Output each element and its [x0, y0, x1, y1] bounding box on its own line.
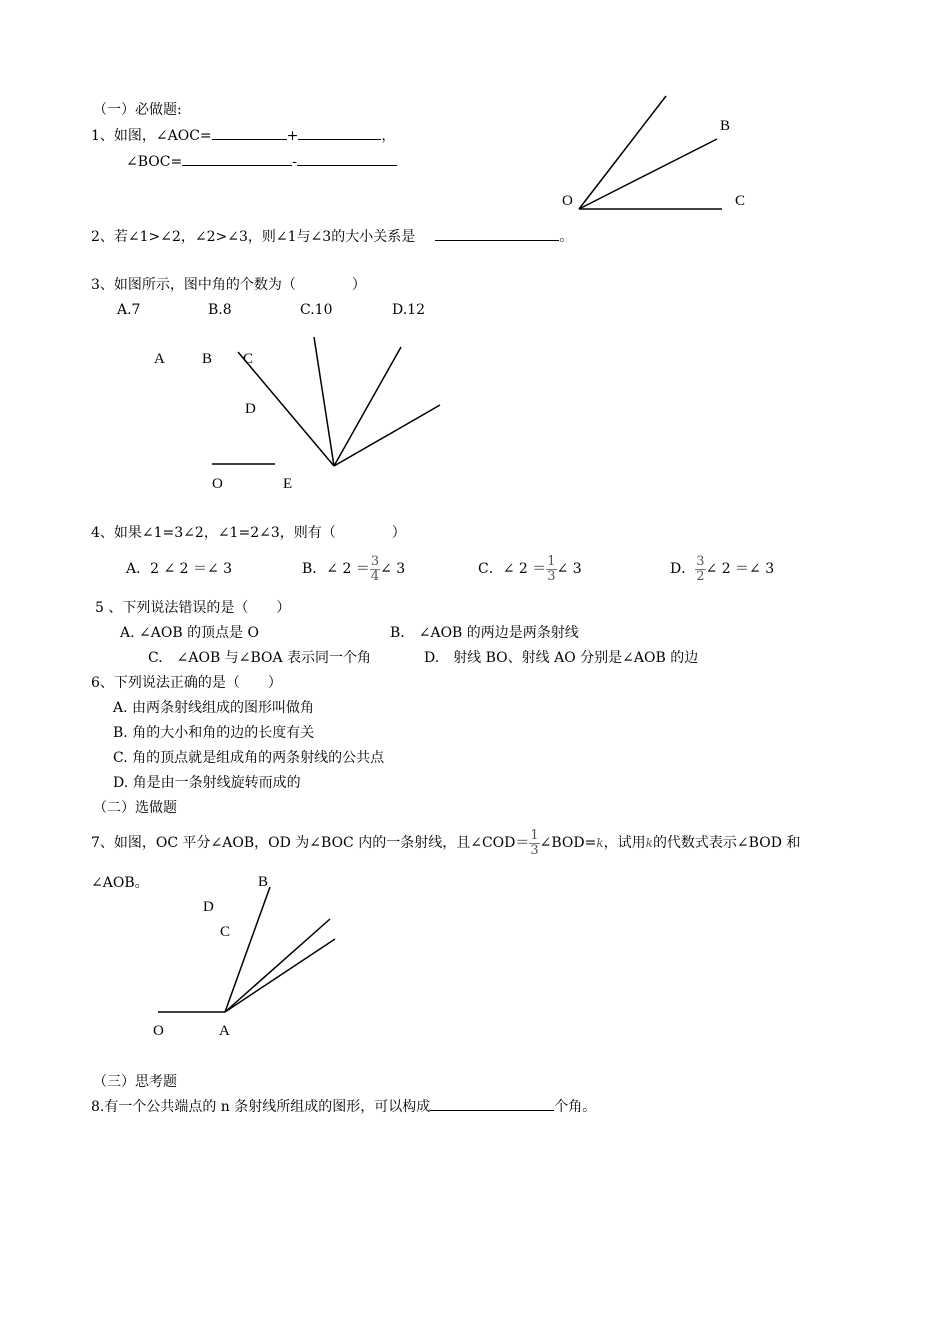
q7-label-b: B [258, 874, 269, 890]
q7-ray-b [225, 887, 270, 1012]
section-title-required: （一）必做题: [93, 102, 182, 118]
q4-option-a[interactable]: A．2 ∠ 2 ＝∠ 3 [126, 561, 233, 577]
q1-label-b: B [720, 118, 731, 134]
question-6: 6、下列说法正确的是（ ） [91, 675, 282, 691]
section-title-optional: （二）选做题 [93, 800, 177, 816]
q4-c-denominator: 3 [547, 568, 556, 584]
q1-plus: + [286, 128, 299, 144]
q6-option-c[interactable]: C. 角的顶点就是组成角的两条射线的公共点 [113, 750, 385, 766]
q3-option-c[interactable]: C.10 [300, 302, 333, 318]
q3-label-o: O [212, 476, 223, 492]
q1-comma: ， [381, 128, 396, 144]
question-4: 4、如果∠1=3∠2，∠1=2∠3，则有（ ） [91, 525, 406, 541]
q3-label-d: D [245, 401, 256, 417]
q1-label-o: O [562, 193, 573, 209]
question-8 [91, 1097, 596, 1116]
q6-option-a[interactable]: A. 由两条射线组成的图形叫做角 [113, 700, 315, 716]
q4-d-denominator: 2 [696, 568, 705, 584]
question-7-line-2: ∠AOB。 [91, 875, 149, 891]
q4-b-denominator: 4 [370, 568, 380, 584]
q3-option-a[interactable]: A.7 [117, 302, 141, 318]
q2-end: 。 [559, 229, 574, 245]
q1-minus: - [292, 154, 297, 170]
q7-suffix: 的代数式表示∠BOD 和 [652, 835, 801, 851]
q7-label-d: D [203, 899, 214, 915]
q7-numerator: 1 [530, 827, 539, 843]
q4-d-suffix: ∠ 2 ＝∠ 3 [705, 561, 775, 577]
q4-b-numerator: 3 [370, 553, 380, 569]
q3-option-b[interactable]: B.8 [208, 302, 232, 318]
q3-label-e: E [283, 476, 293, 492]
q4-d-prefix: D． [670, 561, 696, 577]
q4-d-numerator: 3 [696, 553, 705, 569]
q7-label-o: O [153, 1023, 164, 1039]
q6-option-b[interactable]: B. 角的大小和角的边的长度有关 [113, 725, 315, 741]
q7-denominator: 3 [530, 842, 539, 858]
q3-label-a: A [154, 351, 165, 367]
q7-label-a: A [219, 1023, 230, 1039]
q7-mid2: ，试用 [603, 835, 646, 851]
q1-label-c: C [735, 193, 746, 209]
question-3: 3、如图所示，图中角的个数为（ ） [91, 277, 366, 293]
q4-c-prefix: C．∠ 2 ＝ [478, 561, 547, 577]
q7-ray-c [225, 939, 335, 1012]
question-5: 5 、下列说法错误的是（ ） [95, 600, 291, 616]
q7-ray-d [225, 919, 330, 1012]
q8-end: 个角。 [554, 1099, 597, 1115]
q8-text: 8.有一个公共端点的 n 条射线所组成的图形，可以构成 [91, 1099, 431, 1115]
section-title-thinking: （三）思考题 [93, 1074, 177, 1090]
q5-option-b[interactable]: B. ∠AOB 的两边是两条射线 [390, 625, 579, 641]
q3-option-d[interactable]: D.12 [392, 302, 425, 318]
q7-k-2: k [645, 836, 653, 850]
q7-mid: ∠BOD= [539, 835, 597, 851]
q4-c-suffix: ∠ 3 [556, 561, 582, 577]
q5-option-c[interactable]: C. ∠AOB 与∠BOA 表示同一个角 [148, 650, 372, 666]
q3-label-c: C [243, 351, 254, 367]
q3-label-b: B [202, 351, 213, 367]
q7-label-c: C [220, 924, 231, 940]
q4-b-prefix: B．∠ 2 ＝ [302, 561, 370, 577]
q7-k-1: k [596, 836, 604, 850]
q1-prefix: 1、如图，∠AOC= [91, 128, 212, 144]
q7-prefix: 7、如图，OC 平分∠AOB，OD 为∠BOC 内的一条射线，且∠COD＝ [91, 835, 530, 851]
q1-line2-prefix: ∠BOC= [126, 154, 183, 170]
q8-blank[interactable] [430, 1097, 554, 1111]
q4-b-suffix: ∠ 3 [380, 561, 406, 577]
q5-option-d[interactable]: D. 射线 BO、射线 AO 分别是∠AOB 的边 [424, 650, 699, 666]
q2-text: 2、若∠1>∠2，∠2>∠3，则∠1与∠3的大小关系是 [91, 229, 416, 245]
q5-option-a[interactable]: A. ∠AOB 的顶点是 O [120, 625, 259, 641]
q4-c-numerator: 1 [547, 553, 556, 569]
q6-option-d[interactable]: D. 角是由一条射线旋转而成的 [113, 775, 301, 791]
